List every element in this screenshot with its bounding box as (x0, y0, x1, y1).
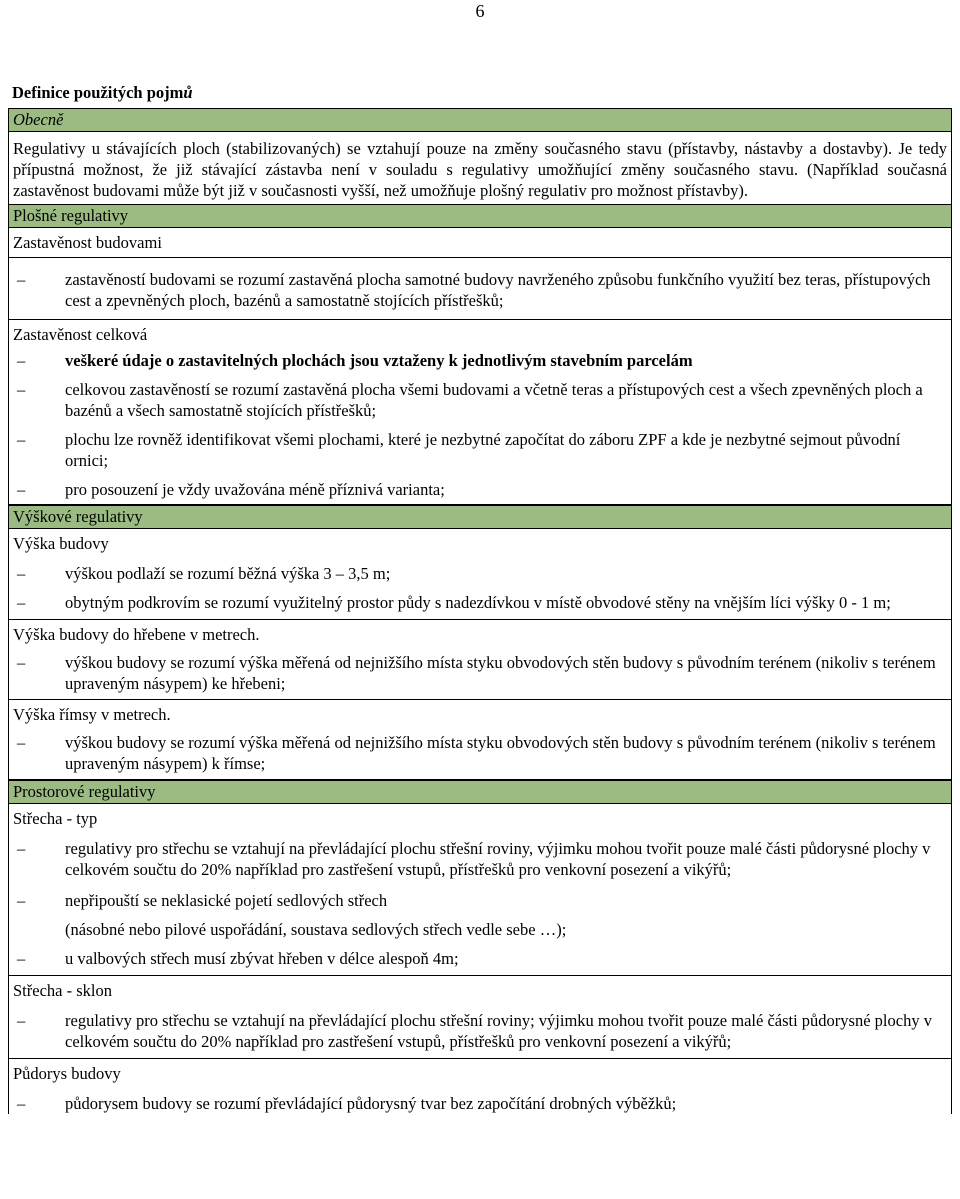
list-zastavenost-budovami (8, 258, 952, 320)
page-title-text: Definice použitých pojm (12, 83, 184, 102)
list-item-text: plochu lze rovněž identifikovat všemi plochami, které je nezbytné započítat do záboru ZPF a kde je nezbytné sejmout původní ornici; (65, 430, 901, 470)
list-item (13, 948, 947, 969)
list-zastavenost-celkova (8, 350, 952, 505)
list-item-text: půdorysem budovy se rozumí převládající půdorysný tvar bez započítání drobných výběžků; (65, 1094, 677, 1113)
list-item-text: výškou budovy se rozumí výška měřená od nejnižšího místa styku obvodových stěn budovy s původním terénem (nikoliv s terénem upraveným násypem) ke hřebeni; (65, 653, 936, 693)
list-item (13, 1093, 947, 1114)
section-header-obecne: Obecně (8, 108, 952, 132)
list-item-text: u valbových střech musí zbývat hřeben v délce alespoň 4m; (65, 949, 459, 968)
list-item (13, 1010, 947, 1052)
list-item-text: obytným podkrovím se rozumí využitelný prostor půdy s nadezdívkou v místě obvodové stěny na vnějším líci výšky 0 - 1 m; (65, 593, 891, 612)
list-item-text: zastavěností budovami se rozumí zastavěná plocha samotné budovy navrženého způsobu funkčního využití bez teras, přístupových cest a zpevněných ploch, bazénů a samostatně stojících přístřešků; (65, 270, 931, 310)
section-header-prostorove: Prostorové regulativy (8, 780, 952, 804)
list-pudorys (8, 1089, 952, 1114)
subheading-vyska-budovy: Výška budovy (8, 529, 952, 559)
subheading-strecha-sklon: Střecha - sklon (8, 976, 952, 1006)
subheading-strecha-typ: Střecha - typ (8, 804, 952, 834)
list-item (13, 838, 947, 880)
list-item (13, 563, 947, 584)
list-item (13, 479, 947, 500)
list-item-text: pro posouzení je vždy uvažována méně příznivá varianta; (65, 480, 445, 499)
list-item-text: nepřipouští se neklasické pojetí sedlových střech (65, 891, 388, 910)
section-header-vyskove: Výškové regulativy (8, 505, 952, 529)
list-item-text: výškou budovy se rozumí výška měřená od nejnižšího místa styku obvodových stěn budovy s původním terénem (nikoliv s terénem upraveným násypem) k římse; (65, 733, 936, 773)
dash-bullet: – (17, 1094, 26, 1113)
subheading-zastavenost-budovami: Zastavěnost budovami (8, 228, 952, 258)
list-item-note (13, 919, 947, 940)
dash-bullet: – (17, 839, 26, 858)
dash-bullet: – (17, 949, 26, 968)
list-vyska-hrebene (8, 650, 952, 700)
list-strecha-typ (8, 834, 952, 976)
dash-bullet: – (17, 380, 26, 399)
list-strecha-sklon (8, 1006, 952, 1059)
list-item-text: (násobné nebo pilové uspořádání, soustava sedlových střech vedle sebe …); (65, 920, 567, 939)
subheading-vyska-rimsy: Výška římsy v metrech. (8, 700, 952, 730)
subheading-zastavenost-celkova: Zastavěnost celková (8, 320, 952, 350)
list-vyska-budovy (8, 559, 952, 620)
list-item (13, 269, 947, 311)
page-title (8, 80, 952, 105)
section-header-plosne: Plošné regulativy (8, 204, 952, 228)
list-item (13, 379, 947, 421)
document-body (8, 80, 952, 1114)
dash-bullet: – (17, 480, 26, 499)
list-item-text: veškeré údaje o zastavitelných plochách jsou vztaženy k jednotlivým stavebním parcelám (65, 351, 693, 370)
list-item-text: regulativy pro střechu se vztahují na převládající plochu střešní roviny; výjimku mohou tvořit pouze malé části půdorysné plochy v celkovém součtu do 20% například pro zastřešení vstupů, přístřešků pro venkovní posezení a vikýřů; (65, 1011, 932, 1051)
page-title-suffix: ů (183, 83, 193, 102)
list-item (13, 890, 947, 911)
list-vyska-rimsy (8, 730, 952, 780)
list-item (13, 350, 947, 371)
list-item (13, 652, 947, 694)
subheading-vyska-hrebene: Výška budovy do hřebene v metrech. (8, 620, 952, 650)
list-item-text: regulativy pro střechu se vztahují na převládající plochu střešní roviny, výjimku mohou tvořit pouze malé části půdorysné plochy v celkovém součtu do 20% například pro zastřešení vstupů, přístřešků pro venkovní posezení a vikýřů; (65, 839, 931, 879)
list-item (13, 732, 947, 774)
paragraph-obecne: Regulativy u stávajících ploch (stabilizovaných) se vztahují pouze na změny současného stavu (přístavby, nástavby a dostavby). Je tedy přípustná možnost, že již stávající zástavba není v souladu s regulativy umožňující změny současného stavu. (Například současná zastavěnost budovami může být již v současnosti vyšší, než umožňuje plošný regulativ pro možnost přístavby). (13, 139, 947, 200)
section-obecne-body (8, 132, 952, 204)
dash-bullet: – (17, 593, 26, 612)
page-number: 6 (475, 1, 485, 21)
list-item (13, 429, 947, 471)
list-item-text: výškou podlaží se rozumí běžná výška 3 – 3,5 m; (65, 564, 391, 583)
subheading-pudorys: Půdorys budovy (8, 1059, 952, 1089)
dash-bullet: – (17, 733, 26, 752)
dash-bullet: – (17, 891, 26, 910)
dash-bullet: – (17, 430, 26, 449)
dash-bullet: – (17, 351, 26, 370)
list-item-text: celkovou zastavěností se rozumí zastavěná plocha všemi budovami a včetně teras a přístupových cest a všech zpevněných ploch a bazénů a všech samostatně stojících přístřešků; (65, 380, 923, 420)
dash-bullet: – (17, 270, 26, 289)
dash-bullet: – (17, 564, 26, 583)
list-item (13, 592, 947, 613)
dash-bullet: – (17, 653, 26, 672)
dash-bullet: – (17, 1011, 26, 1030)
